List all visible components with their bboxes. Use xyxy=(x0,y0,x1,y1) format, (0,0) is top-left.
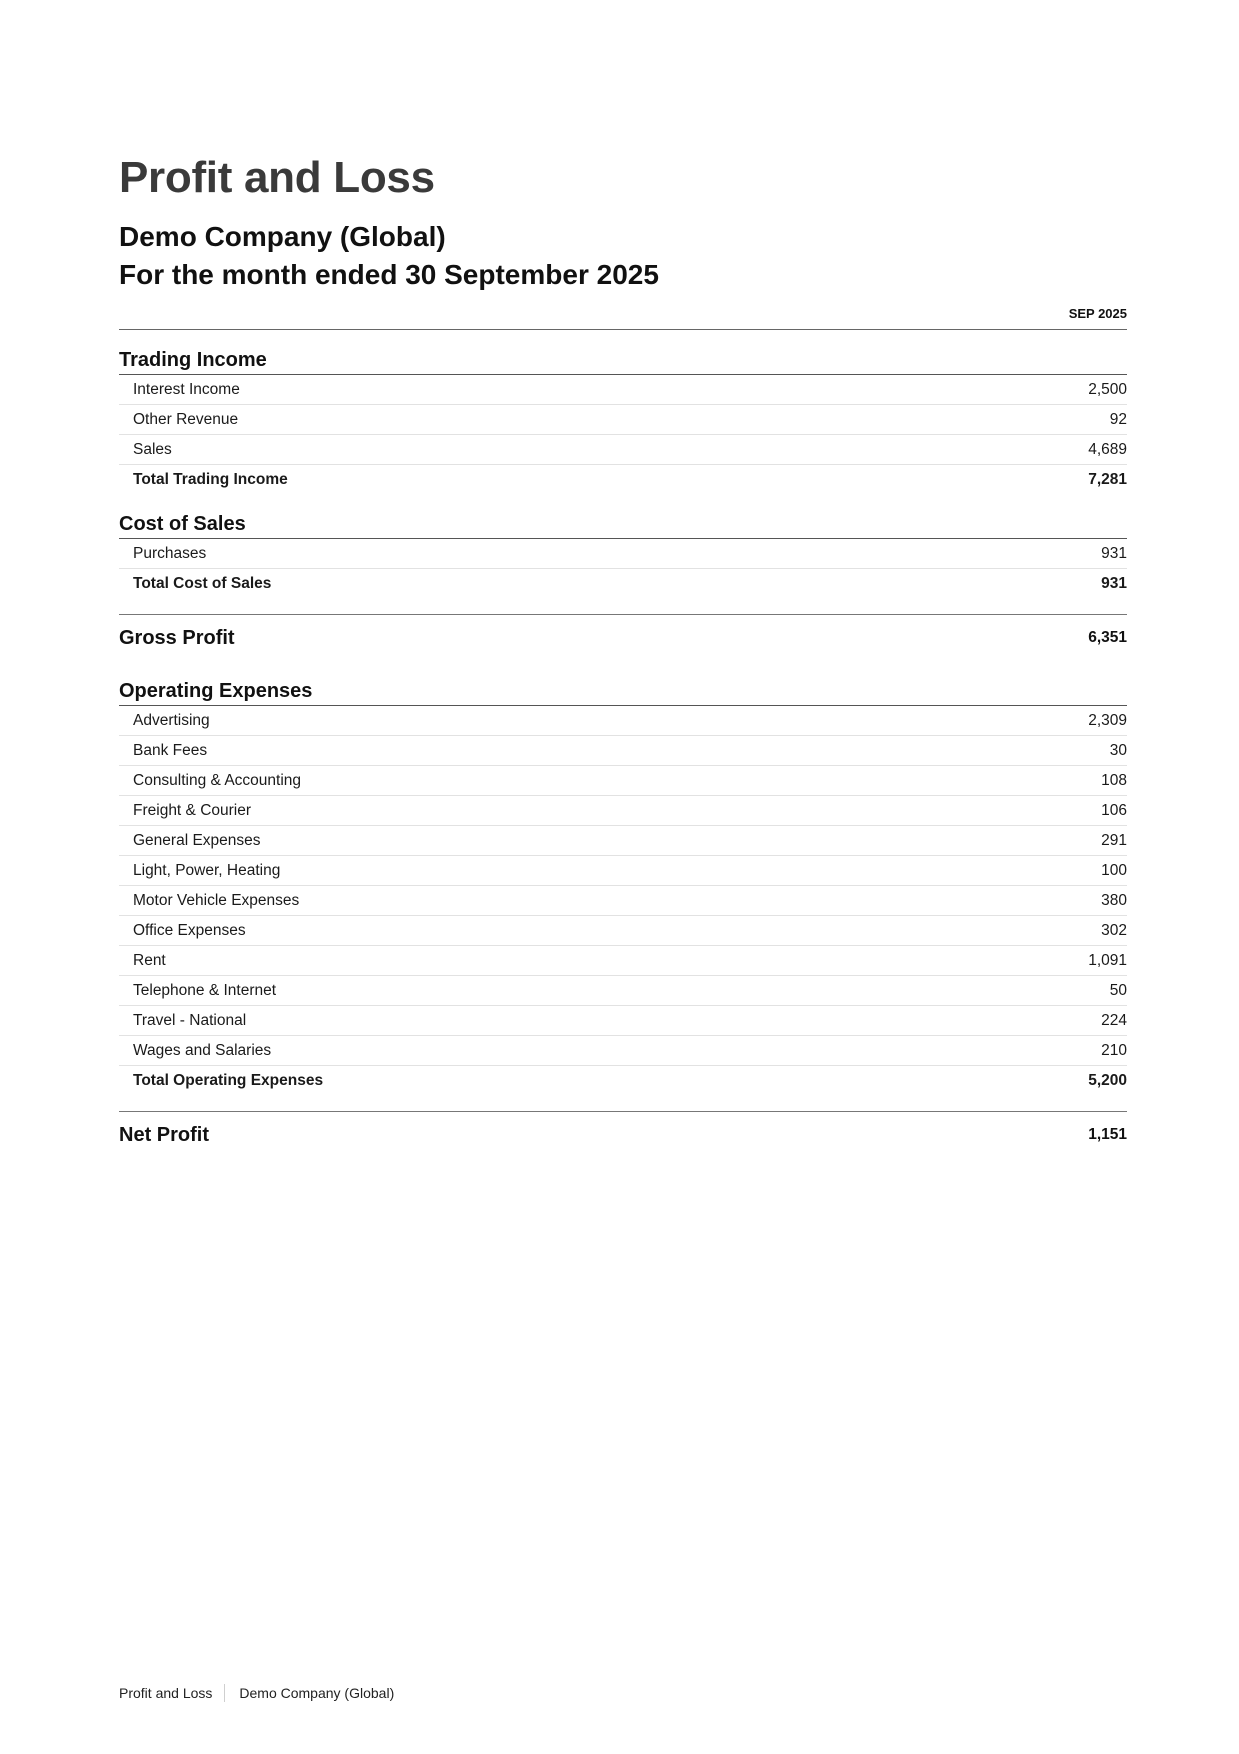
table-row xyxy=(119,946,1127,976)
page-footer xyxy=(119,1684,394,1702)
table-row xyxy=(119,766,1127,796)
row-amount: 100 xyxy=(1101,861,1127,879)
section-heading: Trading Income xyxy=(119,348,1127,375)
row-label: Motor Vehicle Expenses xyxy=(133,891,300,909)
row-amount: 50 xyxy=(1109,981,1127,999)
net-profit-row xyxy=(119,1111,1127,1158)
total-amount: 5,200 xyxy=(1088,1071,1127,1089)
column-header-row xyxy=(119,294,1127,330)
row-label: Wages and Salaries xyxy=(133,1041,272,1059)
total-row xyxy=(119,465,1127,494)
row-amount: 302 xyxy=(1101,921,1127,939)
gross-profit-row xyxy=(119,614,1127,661)
row-label: Light, Power, Heating xyxy=(133,861,281,879)
table-row xyxy=(119,539,1127,569)
table-row xyxy=(119,1036,1127,1066)
table-row xyxy=(119,706,1127,736)
gross-profit-amount: 6,351 xyxy=(1088,629,1127,646)
total-amount: 931 xyxy=(1101,574,1127,592)
row-amount: 210 xyxy=(1101,1041,1127,1059)
gross-profit-label: Gross Profit xyxy=(119,626,235,649)
table-row xyxy=(119,886,1127,916)
row-amount: 92 xyxy=(1109,410,1127,428)
row-label: General Expenses xyxy=(133,831,261,849)
row-amount: 2,309 xyxy=(1088,711,1127,729)
company-name: Demo Company (Global) xyxy=(119,221,446,252)
row-label: Other Revenue xyxy=(133,410,239,428)
net-profit-label: Net Profit xyxy=(119,1123,209,1146)
row-label: Interest Income xyxy=(133,380,240,398)
total-row xyxy=(119,569,1127,598)
total-row xyxy=(119,1066,1127,1095)
row-label: Telephone & Internet xyxy=(133,981,277,999)
row-amount: 30 xyxy=(1109,741,1127,759)
row-label: Sales xyxy=(133,440,172,458)
table-row xyxy=(119,1006,1127,1036)
row-amount: 106 xyxy=(1101,801,1127,819)
table-row xyxy=(119,435,1127,465)
row-label: Office Expenses xyxy=(133,921,246,939)
table-row xyxy=(119,976,1127,1006)
table-row xyxy=(119,826,1127,856)
total-label: Total Trading Income xyxy=(133,470,288,488)
row-label: Consulting & Accounting xyxy=(133,771,302,789)
row-label: Freight & Courier xyxy=(133,801,252,819)
column-header-period: SEP 2025 xyxy=(1068,306,1127,321)
report-page xyxy=(119,148,1127,1158)
total-label: Total Cost of Sales xyxy=(133,574,272,592)
row-label: Rent xyxy=(133,951,166,969)
row-amount: 931 xyxy=(1101,544,1127,562)
row-amount: 2,500 xyxy=(1088,380,1127,398)
section-heading: Operating Expenses xyxy=(119,679,1127,706)
net-profit-amount: 1,151 xyxy=(1088,1126,1127,1143)
table-row xyxy=(119,796,1127,826)
footer-report-name: Profit and Loss xyxy=(119,1685,213,1701)
footer-divider xyxy=(224,1684,225,1702)
footer-company: Demo Company (Global) xyxy=(239,1685,395,1701)
row-amount: 291 xyxy=(1101,831,1127,849)
report-period: For the month ended 30 September 2025 xyxy=(119,259,659,290)
row-amount: 380 xyxy=(1101,891,1127,909)
table-row xyxy=(119,736,1127,766)
row-amount: 108 xyxy=(1101,771,1127,789)
table-row xyxy=(119,405,1127,435)
total-amount: 7,281 xyxy=(1088,470,1127,488)
report-title: Profit and Loss xyxy=(119,153,435,202)
section-cost-of-sales xyxy=(119,512,1127,598)
row-label: Travel - National xyxy=(133,1011,247,1029)
row-label: Advertising xyxy=(133,711,210,729)
section-trading-income xyxy=(119,348,1127,494)
section-heading: Cost of Sales xyxy=(119,512,1127,539)
row-amount: 4,689 xyxy=(1088,440,1127,458)
table-row xyxy=(119,916,1127,946)
table-row xyxy=(119,375,1127,405)
row-amount: 224 xyxy=(1101,1011,1127,1029)
total-label: Total Operating Expenses xyxy=(133,1071,324,1089)
row-label: Bank Fees xyxy=(133,741,208,759)
row-label: Purchases xyxy=(133,544,207,562)
section-operating-expenses xyxy=(119,679,1127,1095)
table-row xyxy=(119,856,1127,886)
row-amount: 1,091 xyxy=(1088,951,1127,969)
